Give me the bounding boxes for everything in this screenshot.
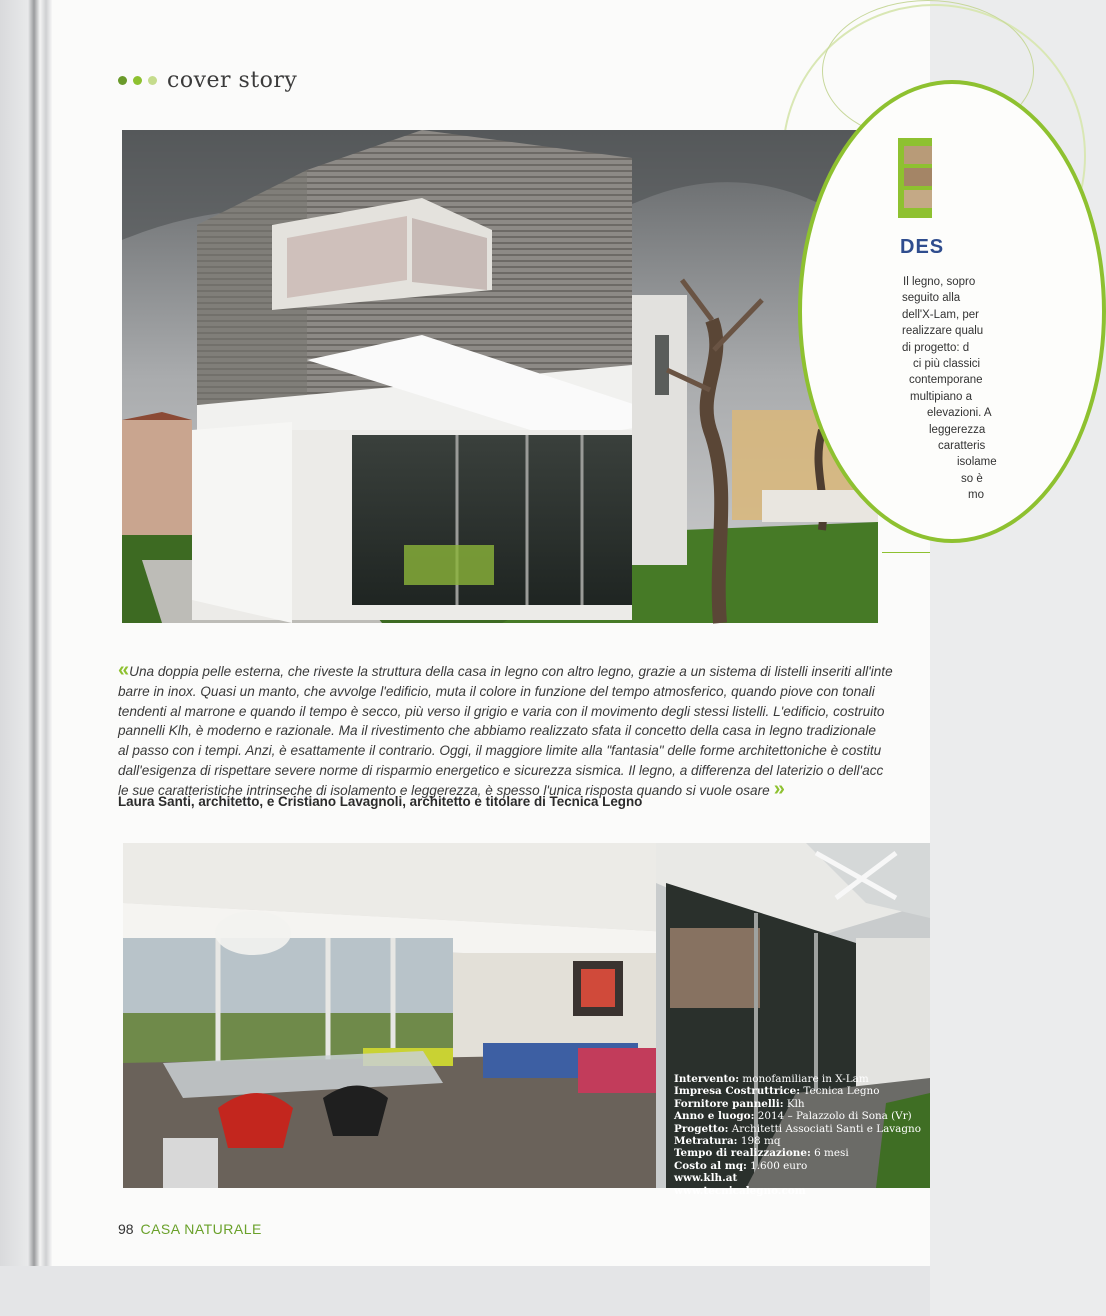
quote-line xyxy=(118,659,930,682)
credit-value: 1.600 euro xyxy=(746,1159,808,1172)
credit-row xyxy=(674,1172,921,1184)
header-dot xyxy=(118,76,127,85)
credit-row xyxy=(674,1135,921,1147)
section-title: cover story xyxy=(167,68,298,93)
credit-label: Progetto: xyxy=(674,1122,729,1135)
sidebar-text-line: ci più classici xyxy=(913,358,981,371)
section-header xyxy=(118,68,297,93)
sidebar-text-line: seguito alla xyxy=(902,292,961,305)
credit-value: 6 mesi xyxy=(810,1147,849,1160)
magazine-spine xyxy=(0,0,52,1316)
credit-row xyxy=(674,1123,921,1135)
sidebar-text-line: isolame xyxy=(957,456,997,469)
credit-value: monofamiliare in X-Lam xyxy=(739,1073,869,1085)
quote-text: le sue caratteristiche intrinseche di isolamento e leggerezza, è spesso l'unica risposta quando si vuole osare xyxy=(118,782,770,798)
scan-background xyxy=(0,1266,930,1316)
quote-text: dall'esigenza di rispettare severe norme di risparmio energetico e sicurezza sismica. Il legno, a differenza del laterizio o dell'acc xyxy=(118,762,884,778)
quote-text: al passo con i tempi. Anzi, è esattamente il contrario. Oggi, il maggiore limite alla "fantasia" delle forme architettoniche è costitu xyxy=(118,743,882,759)
credit-value: Tecnica Legno xyxy=(800,1085,880,1098)
quote-text: barre in inox. Quasi un manto, che avvolge l'edificio, muta il colore in funzione del tempo atmosferico, quando piove con tonali xyxy=(118,683,875,699)
quote-line xyxy=(118,702,930,722)
close-quote-icon: » xyxy=(773,777,785,800)
sidebar-heading: DES xyxy=(900,236,945,258)
credit-row xyxy=(674,1110,921,1122)
sidebar-text-line: mo xyxy=(968,489,984,502)
credit-value: 2014 – Palazzolo di Sona (Vr) xyxy=(754,1110,912,1123)
sidebar-text-line: leggerezza xyxy=(929,423,986,436)
quote-line xyxy=(118,721,930,741)
divider xyxy=(882,552,930,553)
quote-line xyxy=(118,761,930,781)
credit-label: Fornitore pannelli: xyxy=(674,1097,784,1110)
quote-line xyxy=(118,682,930,702)
wood-logo-icon xyxy=(898,138,932,218)
credit-row xyxy=(674,1085,921,1097)
credit-label: Tempo di realizzazione: xyxy=(674,1147,811,1160)
sidebar-text-line: elevazioni. A xyxy=(927,407,992,420)
sidebar-text-line: Il legno, sopro xyxy=(903,276,976,288)
sidebar-text-line: realizzare qualu xyxy=(902,325,984,338)
credit-label: www.klh.at xyxy=(674,1172,738,1185)
credit-value: Klh xyxy=(783,1097,805,1110)
page-footer xyxy=(118,1221,262,1237)
credit-label: www.tecnicalegno.com xyxy=(674,1184,806,1197)
credit-row xyxy=(674,1160,921,1172)
page-number: 98 xyxy=(118,1221,134,1237)
credit-row xyxy=(674,1185,921,1197)
credit-label: Metratura: xyxy=(674,1135,738,1148)
sidebar-text-line: contemporane xyxy=(909,374,983,387)
magazine-page xyxy=(52,0,997,1266)
credit-label: Intervento: xyxy=(674,1073,740,1085)
house-exterior-photo xyxy=(122,130,878,623)
sidebar-text-line: caratteris xyxy=(938,440,986,453)
sidebar-text-line: di progetto: d xyxy=(902,341,970,354)
quote-line xyxy=(118,741,930,761)
credit-value: Architetti Associati Santi e Lavagno xyxy=(728,1122,921,1135)
credit-row xyxy=(674,1147,921,1159)
quote-text: pannelli Klh, è moderno e razionale. Ma il rivestimento che abbiamo realizzato sfata il concetto della casa in legno tradizionale xyxy=(118,723,876,739)
credit-row xyxy=(674,1073,921,1085)
sidebar-text-line: so è xyxy=(961,472,983,485)
sidebar-text-line: dell'X-Lam, per xyxy=(902,308,979,321)
living-room-photo xyxy=(123,843,690,1188)
credit-label: Anno e luogo: xyxy=(674,1110,755,1123)
credit-label: Costo al mq: xyxy=(674,1159,747,1172)
credit-label: Impresa Costruttrice: xyxy=(674,1085,801,1098)
quote-text: Una doppia pelle esterna, che riveste la struttura della casa in legno con altro legno, grazie a un sistema di listelli inseriti all'inte xyxy=(129,664,893,679)
credit-value: 198 mq xyxy=(737,1135,781,1148)
sidebar-text-line: multipiano a xyxy=(910,390,973,403)
sidebar-box xyxy=(798,80,1106,543)
quote-text: tendenti al marrone e quando il tempo è secco, più verso il grigio e varia con il movimento degli stessi listelli. L'edificio, costruito xyxy=(118,703,885,719)
open-quote-icon: « xyxy=(118,659,130,681)
header-dot xyxy=(148,76,157,85)
sidebar-text xyxy=(802,274,1102,504)
quote-byline: Laura Santi, architetto, e Cristiano Lavagnoli, architetto e titolare di Tecnica Legno xyxy=(118,794,643,809)
header-dot xyxy=(133,76,142,85)
pull-quote xyxy=(118,659,930,801)
credit-row xyxy=(674,1098,921,1110)
publication-name: CASA NATURALE xyxy=(140,1221,262,1237)
project-credits xyxy=(674,1073,921,1197)
